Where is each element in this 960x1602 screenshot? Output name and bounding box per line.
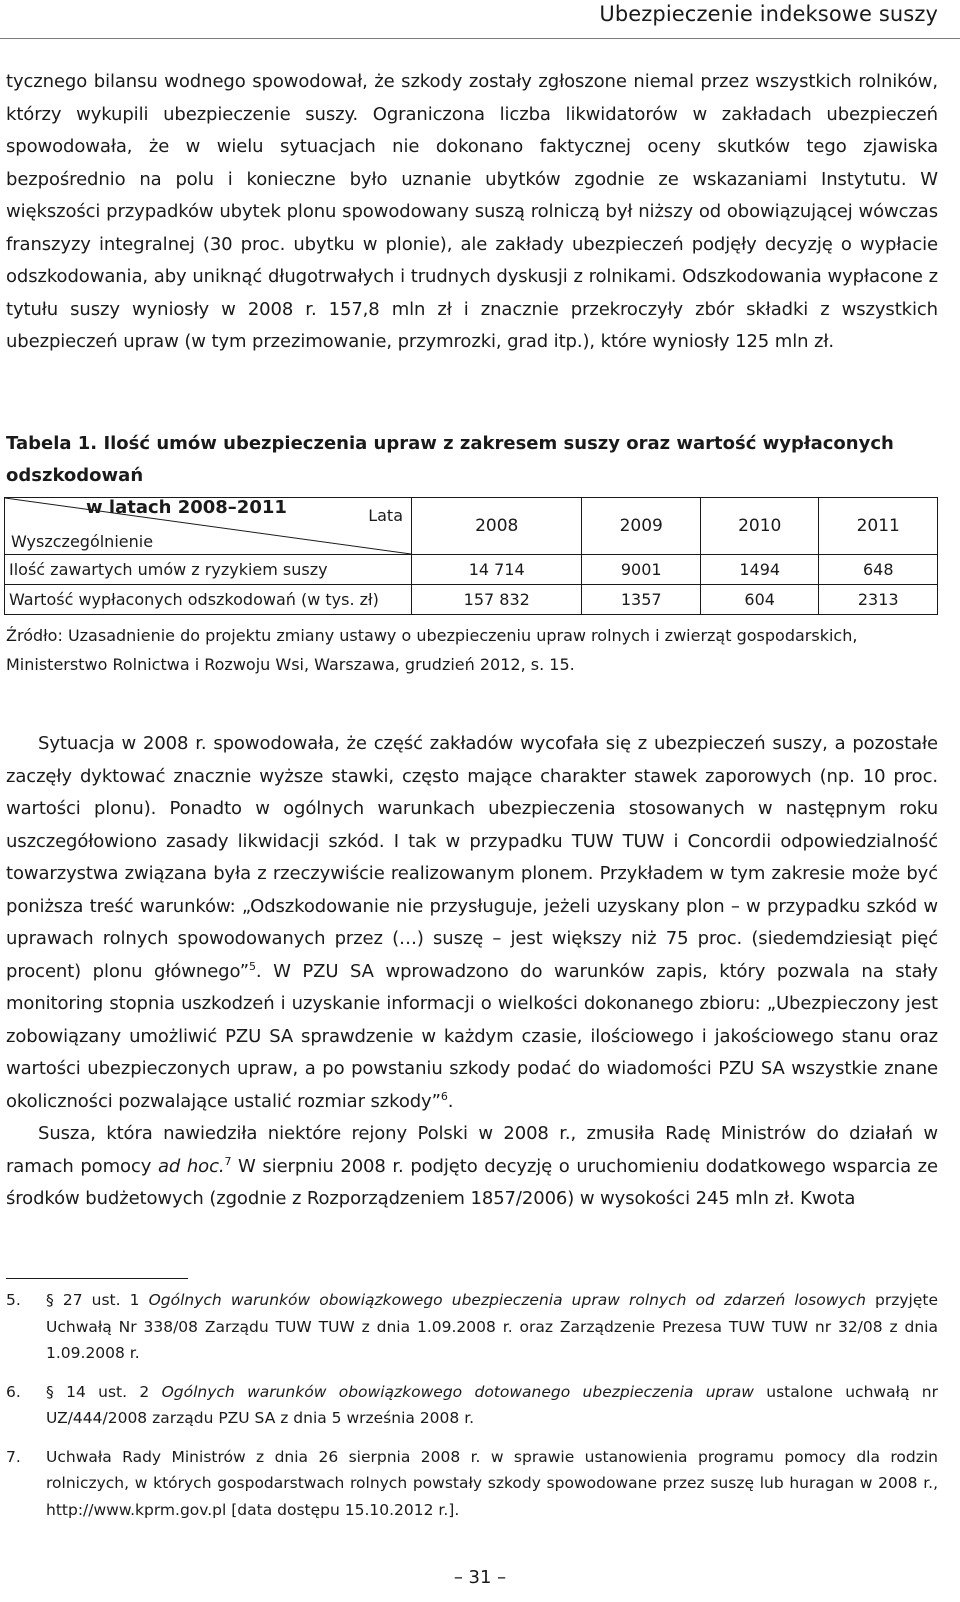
table-caption-line2: w latach 2008–2011: [86, 497, 287, 518]
footnote-text: § 14 ust. 2: [46, 1382, 162, 1401]
paragraph-text: tycznego bilansu wodnego spowodował, że szkody zostały zgłoszone niemal przez wszystkich rolników, którzy wykupili ubezpieczenie suszy. Ograniczona liczba likwidatorów w zakładach ubezpieczeń spowodowała, że w wielu sytuacjach nie dokonano faktycznej oceny skutków tego zjawiska bezpośrednio na polu i konieczne było uznanie ubytków zgodnie ze wskazaniami Instytutu. W większości przypadków ubytek plonu spowodowany suszą rolniczą był niższy od obowiązującej wówczas franszyzy integralnej (30 proc. ubytku w plonie), ale zakłady ubezpieczeń podjęły decyzję o wypłacie odszkodowania, aby uniknąć długotrwałych i trudnych dyskusji z rolnikami. Odszkodowania wypłacone z tytułu suszy wyniosły w 2008 r. 157,8 mln zł i znacznie przekroczyły zbór składki z wszystkich ubezpieczeń upraw (w tym przezimowanie, przymrozki, grad itp.), które wyniosły 125 mln zł.: [6, 71, 938, 352]
table-diagonal-header: [5, 498, 412, 555]
table-cell: 2313: [819, 585, 938, 615]
footnote-text: ustalone uchwałą nr UZ/444/2008 zarządu PZU SA z dnia 5 września 2008 r.: [46, 1382, 938, 1427]
row-label: Wartość wypłaconych odszkodowań (w tys. zł): [5, 585, 412, 615]
header-year-2010: 2010: [700, 498, 819, 555]
body-paragraph-1: [6, 66, 938, 359]
footnote-number: 6.: [6, 1382, 21, 1401]
paragraph-text: . W PZU SA wprowadzono do warunków zapis, który pozwala na stały monitoring stopnia uszkodzeń i uzyskanie informacji o wielkości dokonanego zbioru: „Ubezpieczony jest zobowiązany umożliwić PZU SA sprawdzenie w każdym czasie, ilościowego i jakościowego stanu oraz wartości ubezpieczonych upraw, a po powstaniu szkody podać do wiadomości PZU SA wszystkie znane okoliczności pozwalające ustalić rozmiar szkody”: [6, 960, 938, 1112]
data-table: [4, 497, 938, 615]
table-caption-label: Tabela 1.: [6, 433, 98, 454]
table-source: Źródło: Uzasadnienie do projektu zmiany ustawy o ubezpieczeniu upraw rolnych i zwierząt gospodarskich, Ministerstwo Rolnictwa i Rozwoju Wsi, Warszawa, grudzień 2012, s. 15.: [6, 626, 858, 674]
table-row: [5, 555, 938, 585]
table-cell: 157 832: [412, 585, 582, 615]
header-rule: [0, 38, 960, 39]
table-cell: 9001: [582, 555, 701, 585]
footnote-rule: [6, 1278, 188, 1279]
body-paragraph-2: [6, 728, 938, 1118]
footnote-7: [6, 1444, 938, 1524]
body-paragraph-3: [6, 1118, 938, 1216]
paragraph-text: Sytuacja w 2008 r. spowodowała, że część zakładów wycofała się z ubezpieczeń suszy, a pozostałe zaczęły dyktować znacznie wyższe stawki, często mające charakter stawek zaporowych (np. 10 proc. wartości plonu). Ponadto w ogólnych warunkach ubezpieczenia stosowanych w następnym roku uszczegółowiono zasady likwidacji szkód. I tak w przypadku TUW TUW i Concordii odpowiedzialność towarzystwa związana była z rzeczywiście realizowanym plonem. Przykładem w tym zakresie może być poniższa treść warunków: „Odszkodowanie nie przysługuje, jeżeli uzyskany plon – w przypadku szkód w uprawach rolnych spowodowanych przez (…) suszę – jest większy niż 75 proc. (siedemdziesiąt pięć procent) plonu głównego”: [6, 733, 938, 982]
footnote-number: 5.: [6, 1291, 21, 1309]
paragraph-text: W sierpniu 2008 r. podjęto decyzję o uruchomieniu dodatkowego wsparcia ze środków budżetowych (zgodnie z Rozporządzeniem 1857/2006) w wysokości 245 mln zł. Kwota: [6, 1155, 938, 1209]
header-year-2011: 2011: [819, 498, 938, 555]
header-year-2009: 2009: [582, 498, 701, 555]
table-caption-line1: Ilość umów ubezpieczenia upraw z zakresem suszy oraz wartość wypłaconych odszkodowań: [6, 433, 894, 486]
paragraph-text: .: [447, 1090, 454, 1112]
table-cell: 604: [700, 585, 819, 615]
table-row: [5, 585, 938, 615]
footnote-text: przyjęte Uchwałą Nr 338/08 Zarządu TUW TUW z dnia 1.09.2008 r. oraz Zarządzenie Prezesa TUW TUW nr 32/08 z dnia 1.09.2008 r.: [46, 1291, 938, 1362]
footnote-5: [6, 1287, 938, 1367]
table-cell: 14 714: [412, 555, 582, 585]
footnote-ref-6[interactable]: 6: [440, 1089, 448, 1103]
footnote-number: 7.: [6, 1447, 21, 1466]
header-year-2008: 2008: [412, 498, 582, 555]
footnote-text: § 27 ust. 1: [46, 1291, 149, 1309]
table-header-row: [5, 498, 938, 555]
footnote-italic: Ogólnych warunków obowiązkowego ubezpieczenia upraw rolnych od zdarzeń losowych: [148, 1291, 866, 1309]
footnote-6: [6, 1379, 938, 1432]
row-label: Ilość zawartych umów z ryzykiem suszy: [5, 555, 412, 585]
table-cell: 1494: [700, 555, 819, 585]
header-lata: Lata: [368, 506, 403, 525]
paragraph-text: Susza, która nawiedziła niektóre rejony Polski w 2008 r., zmusiła Radę Ministrów do działań w ramach pomocy: [6, 1123, 938, 1177]
body-paragraph-group: [6, 728, 938, 1216]
table-cell: 648: [819, 555, 938, 585]
footnote-ref-7[interactable]: 7: [224, 1154, 232, 1168]
footnote-text: Uchwała Rady Ministrów z dnia 26 sierpnia 2008 r. w sprawie ustanowienia programu pomocy dla rodzin rolniczych, w których gospodarstwach rolnych powstały szkody spowodowane przez suszę lub huragan w 2008 r., http://www.kprm.gov.pl [data dostępu 15.10.2012 r.].: [46, 1447, 938, 1519]
footnotes: [6, 1287, 938, 1535]
header-wyszczegolnienie: Wyszczególnienie: [11, 532, 154, 551]
page-number: – 31 –: [453, 1567, 507, 1588]
running-header: Ubezpieczenie indeksowe suszy: [599, 2, 938, 26]
table-cell: 1357: [582, 585, 701, 615]
italic-term: ad hoc.: [157, 1155, 225, 1177]
footnote-italic: Ogólnych warunków obowiązkowego dotowanego ubezpieczenia upraw: [161, 1382, 754, 1401]
footnote-ref-5[interactable]: 5: [249, 959, 256, 973]
